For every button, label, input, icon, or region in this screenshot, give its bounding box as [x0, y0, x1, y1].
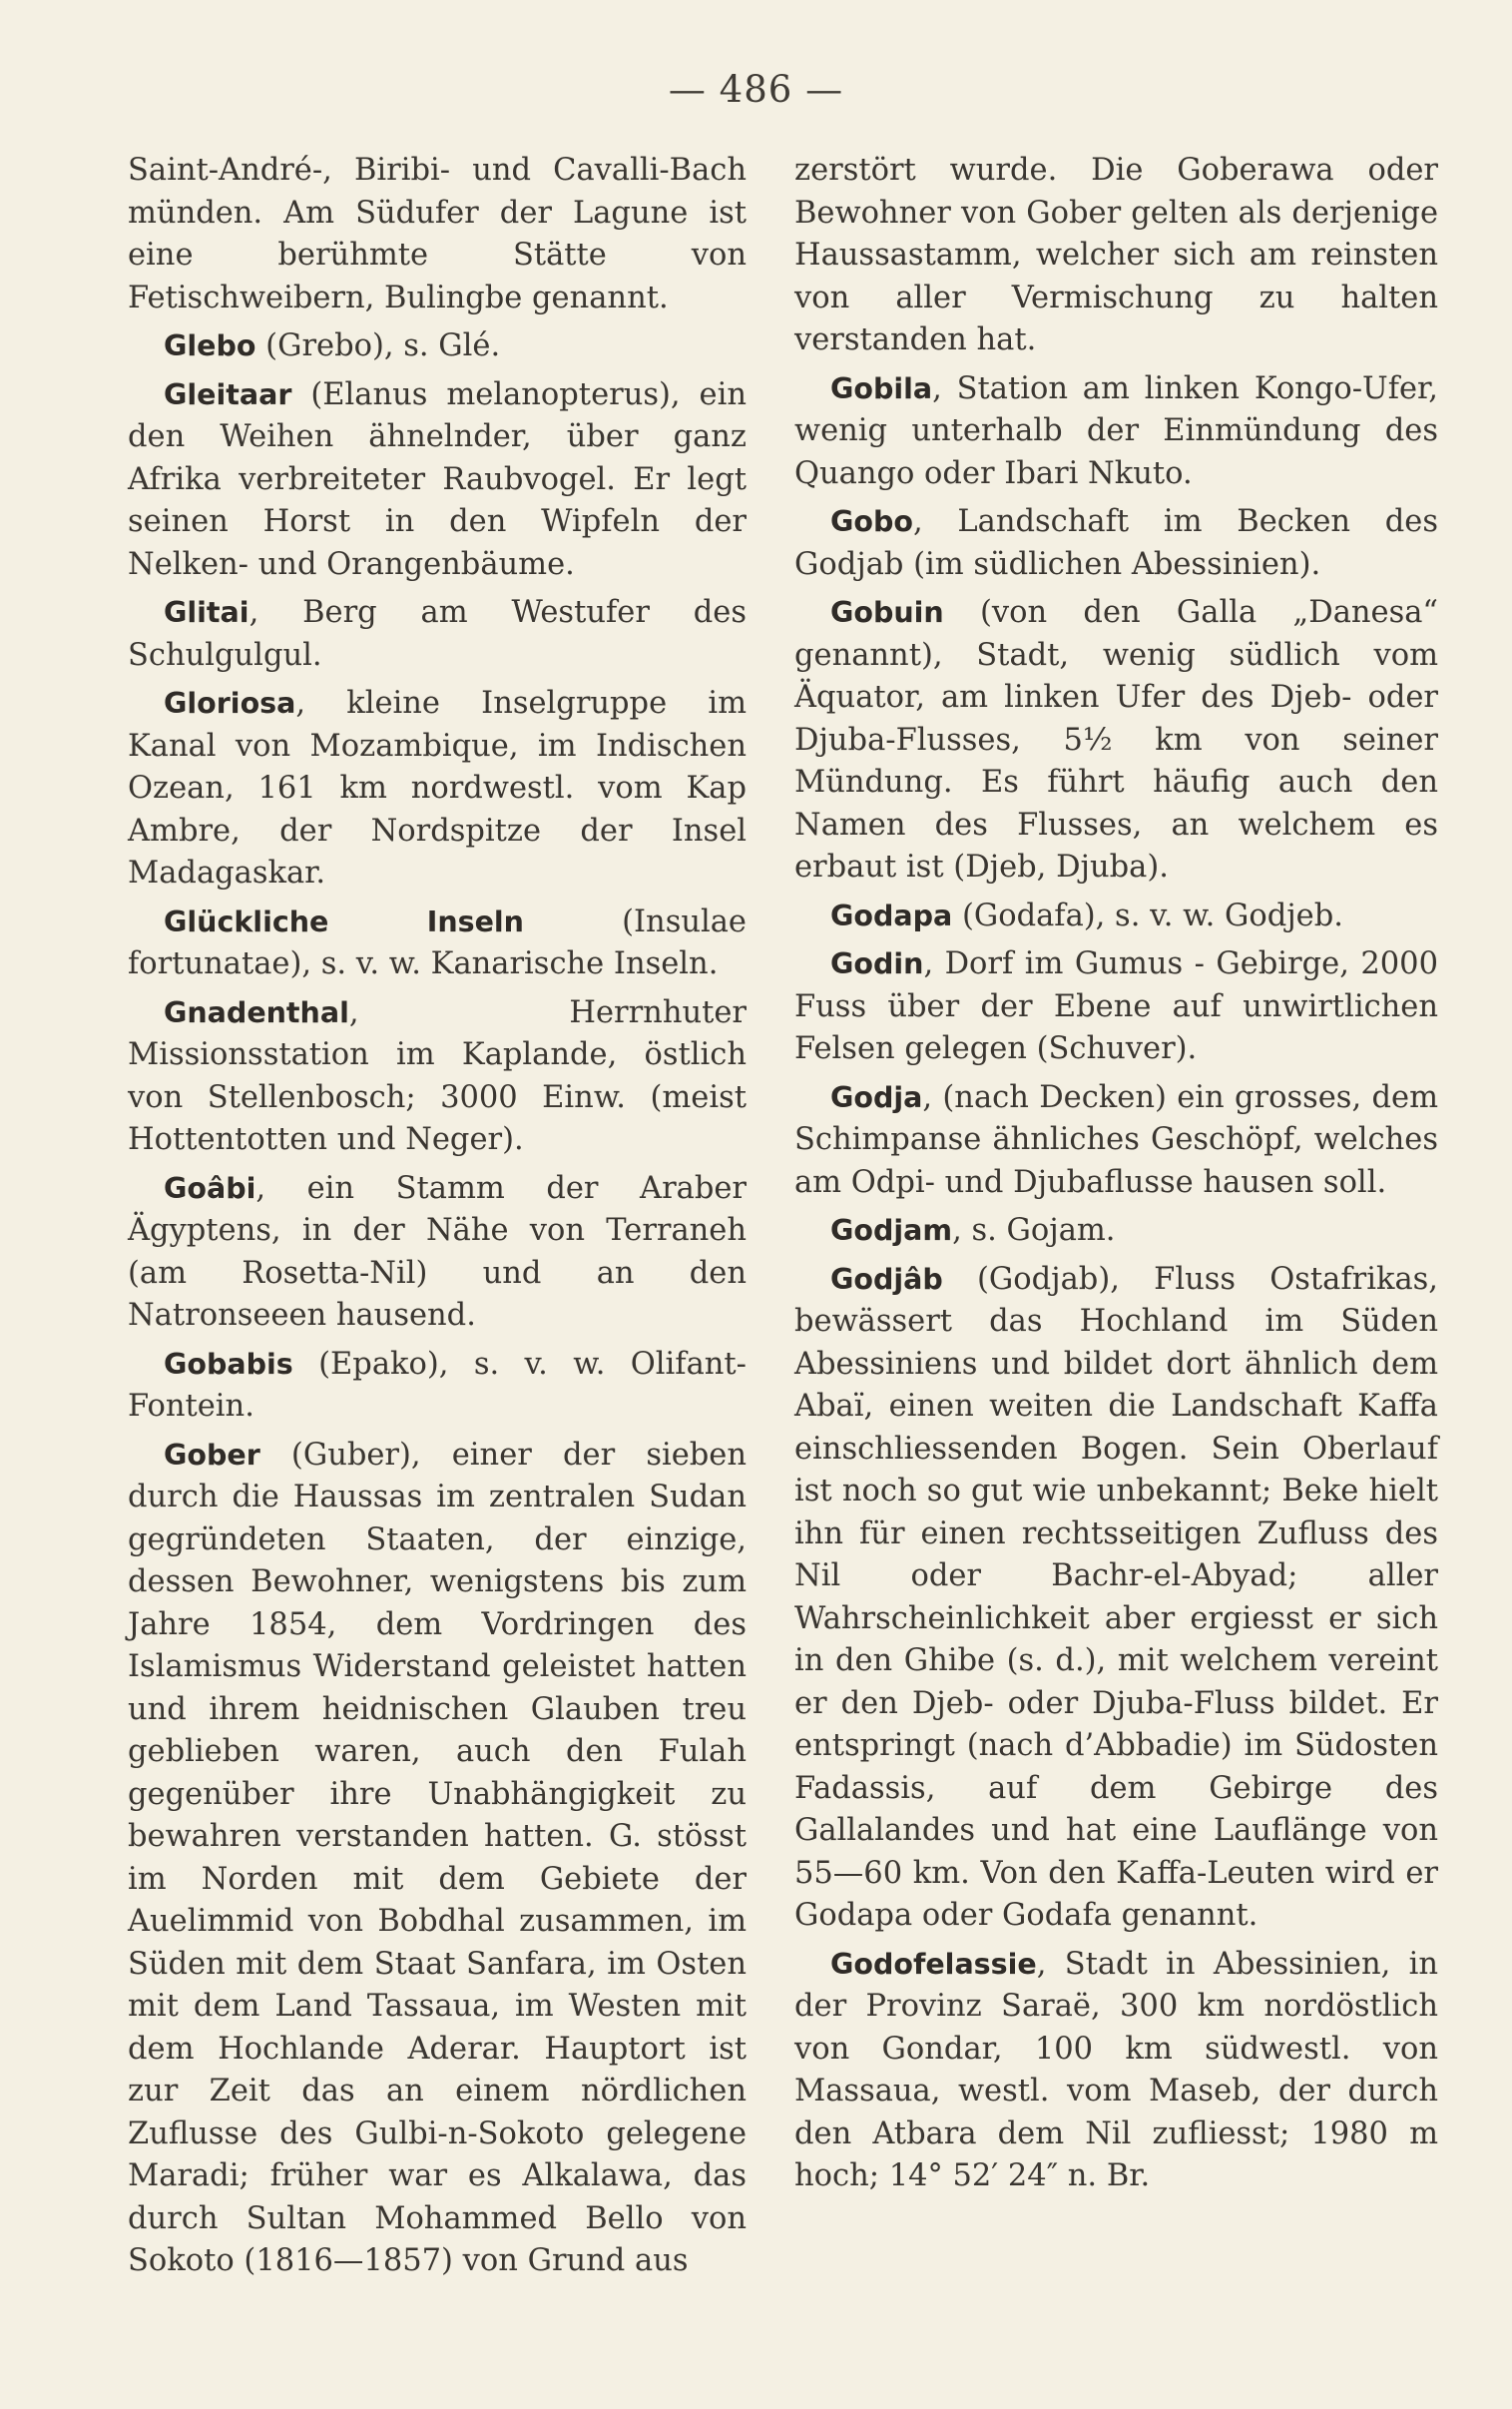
page-number: — 486 —: [668, 68, 844, 111]
entry: Gober (Guber), einer der sieben durch die Haussas im zentralen Sudan gegründeten Staaten, der einzige, dessen Bewohner, wenigstens bis zum Jahre 1854, dem Vordringen des Islamismus Widerstand geleistet hatten und ihrem heidnischen Glauben treu geblieben waren, auch den Fulah gegenüber ihre Unabhängigkeit zu bewahren verstanden hatten. G. stösst im Norden mit dem Gebiete der Auelimmid von Bobdhal zusammen, im Süden mit dem Staat Sanfara, im Osten mit dem Land Tassaua, im Westen mit dem Hochlande Aderar. Hauptort ist zur Zeit das an einem nördlichen Zuflusse des Gulbi-n-Sokoto gelegene Maradi; früher war es Alkalawa, das durch Sultan Mohammed Bello von Sokoto (1816—1857) von Grund aus: [128, 1437, 747, 2278]
entry: Godin, Dorf im Gumus - Gebirge, 2000 Fuss über der Ebene auf unwirtlichen Felsen gelegen (Schuver).: [794, 946, 1438, 1066]
entry: Glückliche Inseln (Insulae fortunatae), s. v. w. Kanarische Inseln.: [128, 903, 747, 981]
entry: Goâbi, ein Stamm der Araber Ägyptens, in der Nähe von Terraneh (am Rosetta-Nil) und an den Natronseeen hausend.: [128, 1170, 747, 1333]
entry: Godja, (nach Decken) ein grosses, dem Schimpanse ähnliches Geschöpf, welches am Odpi- und Djubaflusse hausen soll.: [794, 1079, 1438, 1200]
entry: Gleitaar (Elanus melanopterus), ein den Weihen ähnelnder, über ganz Afrika verbreiteter Raubvogel. Er legt seinen Horst in den Wipfeln der Nelken- und Orangenbäume.: [128, 376, 747, 582]
entry: zerstört wurde. Die Goberawa oder Bewohner von Gober gelten als derjenige Haussastamm, welcher sich am reinsten von aller Vermischung zu halten verstanden hat.: [794, 153, 1438, 357]
left-column: [128, 150, 747, 2289]
entry: Gnadenthal, Herrnhuter Missionsstation im Kaplande, östlich von Stellenbosch; 3000 Einw. (meist Hottentotten und Neger).: [128, 994, 747, 1157]
entry: Saint-André-, Biribi- und Cavalli-Bach münden. Am Südufer der Lagune ist eine berühmte Stätte von Fetischweibern, Bulingbe genannt.: [128, 153, 747, 315]
entry: Godjam, s. Gojam.: [830, 1213, 1116, 1248]
entry: Gobila, Station am linken Kongo-Ufer, wenig unterhalb der Einmündung des Quango oder Ibari Nkuto.: [794, 370, 1438, 491]
entry: Godofelassie, Stadt in Abessinien, in der Provinz Saraë, 300 km nordöstlich von Gondar, 100 km südwestl. von Massaua, westl. vom Maseb, der durch den Atbara dem Nil zufliesst; 1980 m hoch; 14° 52′ 24″ n. Br.: [794, 1946, 1438, 2193]
entry: Gobo, Landschaft im Becken des Godjab (im südlichen Abessinien).: [794, 504, 1438, 582]
entry: Gobabis (Epako), s. v. w. Olifant-Fontein.: [128, 1346, 747, 1424]
entry: Gobuin (von den Galla „Danesa“ genannt), Stadt, wenig südlich vom Äquator, am linken Ufer des Djeb- oder Djuba-Flusses, 5½ km von seiner Mündung. Es führt häufig auch den Namen des Flusses, an welchem es erbaut ist (Djeb, Djuba).: [794, 595, 1438, 885]
entry: Gloriosa, kleine Inselgruppe im Kanal von Mozambique, im Indischen Ozean, 161 km nordwestl. vom Kap Ambre, der Nordspitze der Insel Madagaskar.: [128, 686, 747, 891]
entry: Glitai, Berg am Westufer des Schulgulgul.: [128, 595, 747, 673]
right-column: [794, 150, 1438, 2204]
entry: Godapa (Godafa), s. v. w. Godjeb.: [830, 898, 1343, 933]
entry: Glebo (Grebo), s. Glé.: [164, 328, 501, 363]
entry: Godjâb (Godjab), Fluss Ostafrikas, bewässert das Hochland im Süden Abessiniens und bildet dort ähnlich dem Abaï, einen weiten die Landschaft Kaffa einschliessenden Bogen. Sein Oberlauf ist noch so gut wie unbekannt; Beke hielt ihn für einen rechtsseitigen Zufluss des Nil oder Bachr-el-Abyad; aller Wahrscheinlichkeit aber ergiesst er sich in den Ghibe (s. d.), mit welchem vereint er den Djeb- oder Djuba-Fluss bildet. Er entspringt (nach d’Abbadie) im Südosten Fadassis, auf dem Gebirge des Gallalandes und hat eine Lauflänge von 55—60 km. Von den Kaffa-Leuten wird er Godapa oder Godafa genannt.: [794, 1261, 1438, 1933]
